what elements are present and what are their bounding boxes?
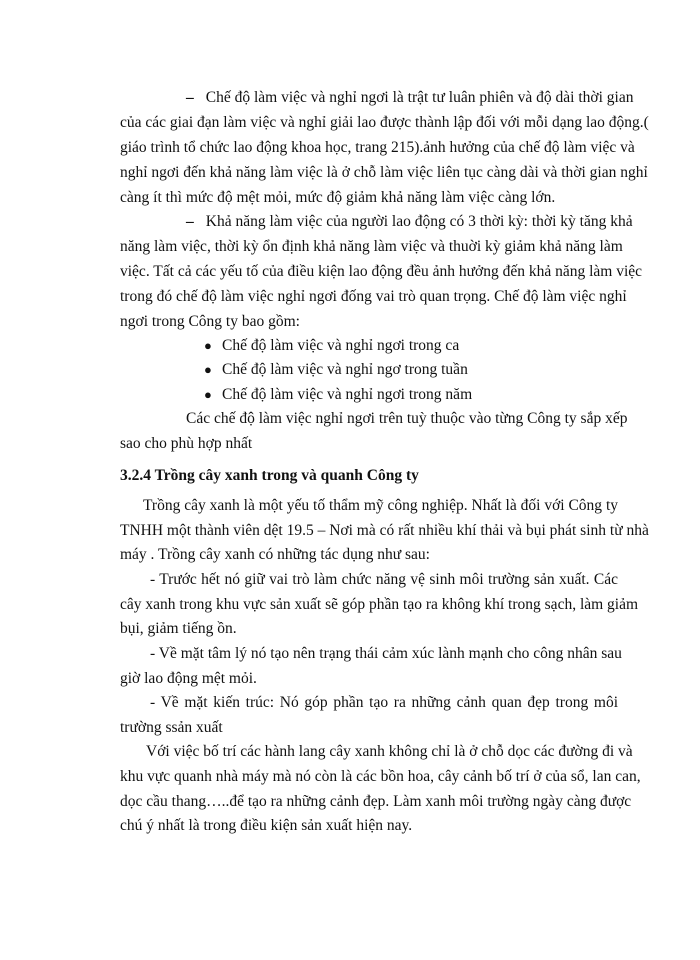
- para4-line-1: Trồng cây xanh là một yếu tố thẩm mỹ công nghiệp. Nhất là đối với Công ty: [143, 497, 618, 514]
- dash-marker-2: –: [186, 213, 194, 230]
- dash-marker-1: –: [186, 89, 194, 106]
- para1-line-3: giáo trình tổ chức lao động khoa học, trang 215).ảnh hưởng của chế độ làm việc và: [120, 139, 635, 156]
- item1-line-2: cây xanh trong khu vực sản xuất sẽ góp phần tạo ra không khí trong sạch, làm giảm: [120, 596, 639, 613]
- bullet-item-2: Chế độ làm việc và nghỉ ngơ trong tuần: [222, 361, 468, 378]
- bullet-item-1: Chế độ làm việc và nghỉ ngơi trong ca: [222, 337, 460, 354]
- para2-line-4: trong đó chế độ làm việc nghỉ ngơi đống vai trò quan trọng. Chế độ làm việc nghỉ: [120, 288, 627, 305]
- bullet-icon: ●: [204, 362, 212, 377]
- para2-line-1: – Khả năng làm việc của người lao động có 3 thời kỳ: thời kỳ tăng khả: [186, 213, 633, 230]
- para4-line-3: máy . Trồng cây xanh có những tác dụng như sau:: [120, 546, 430, 563]
- para2-line-2: năng làm việc, thời kỳ ổn định khả năng làm việc và thuời kỳ giảm khả năng làm: [120, 238, 623, 255]
- section-heading: 3.2.4 Trồng cây xanh trong và quanh Công ty: [120, 467, 419, 484]
- para1-line-1: – Chế độ làm việc và nghỉ ngơi là trật tư luân phiên và độ dài thời gian: [186, 89, 634, 106]
- item1-line-1: - Trước hết nó giữ vai trò làm chức năng vệ sinh môi trường sản xuất. Các: [150, 571, 618, 588]
- item3-line-2: trường ssản xuất: [120, 719, 223, 736]
- item2-line-2: giờ lao động mệt mỏi.: [120, 670, 257, 687]
- para5-line-4: chú ý nhất là trong điều kiện sản xuất hiện nay.: [120, 817, 413, 834]
- para3-line-1: Các chế độ làm việc nghỉ ngơi trên tuỳ thuộc vào từng Công ty sắp xếp: [186, 410, 628, 427]
- para1-line-4: nghỉ ngơi đến khả năng làm việc là ở chỗ làm việc liên tục càng dài và thời gian nghỉ: [120, 164, 648, 181]
- bullet-item-3: Chế độ làm việc và nghỉ ngơi trong năm: [222, 386, 473, 403]
- bullet-icon: ●: [204, 387, 212, 402]
- para1-line-2: của các giai đạn làm việc và nghỉ giải lao được thành lập đối với mỗi dạng lao động.(: [120, 114, 649, 131]
- para4-line-2: TNHH một thành viên dệt 19.5 – Nơi mà có rất nhiều khí thải và bụi phát sinh từ nhà: [120, 522, 649, 539]
- para2-line-5: ngơi trong Công ty bao gồm:: [120, 313, 300, 330]
- para5-line-1: Với việc bố trí các hành lang cây xanh không chỉ là ở chỗ dọc các đường đi và: [146, 743, 633, 760]
- para5-line-2: khu vực quanh nhà máy mà nó còn là các bồn hoa, cây cảnh bố trí ở của sổ, lan can,: [120, 768, 641, 785]
- item1-line-3: bụi, giảm tiếng ồn.: [120, 620, 237, 637]
- bullet-icon: ●: [204, 338, 212, 353]
- item3-line-1: - Về mặt kiến trúc: Nó góp phần tạo ra những cảnh quan đẹp trong môi: [150, 694, 618, 711]
- para3-line-2: sao cho phù hợp nhất: [120, 435, 253, 452]
- item2-line-1: - Về mặt tâm lý nó tạo nên trạng thái cảm xúc lành mạnh cho công nhân sau: [150, 645, 622, 662]
- para2-line-3: việc. Tất cả các yếu tố của điều kiện lao động đều ảnh hưởng đến khả năng làm việc: [120, 263, 643, 280]
- para5-line-3: dọc cầu thang…..để tạo ra những cảnh đẹp. Làm xanh môi trường ngày càng được: [120, 793, 632, 810]
- para1-line-5: càng ít thì mức độ mệt mỏi, mức độ giảm khả năng làm việc càng lớn.: [120, 189, 556, 206]
